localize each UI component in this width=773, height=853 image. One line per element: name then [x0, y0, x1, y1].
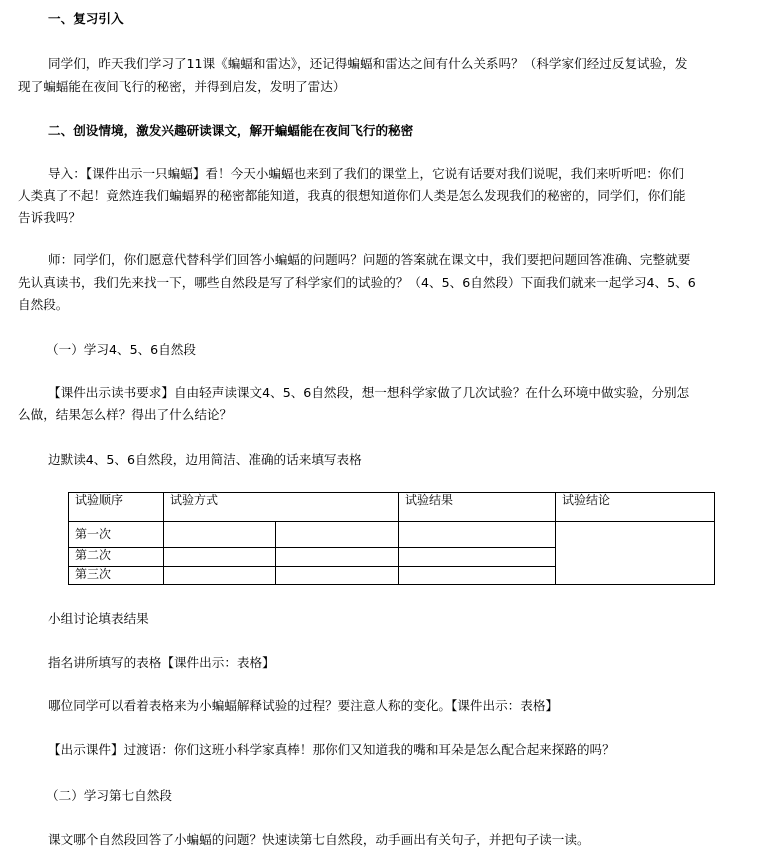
table-row — [69, 522, 715, 548]
header-order: 试验顺序 — [69, 493, 164, 522]
section1-heading: 一、复习引入 — [48, 11, 124, 26]
conclusion-cell — [556, 522, 715, 585]
header-result: 试验结果 — [399, 493, 556, 522]
part1-heading: （一）学习4、5、6自然段 — [46, 342, 196, 357]
header-conclusion: 试验结论 — [556, 493, 715, 522]
intro-paragraph-line-1: 导入：【课件出示一只蝙蝠】看！今天小蝙蝠也来到了我们的课堂上，它说有话要对我们说呢，我们来听听吧：你们 — [48, 166, 684, 181]
transition-text: 【出示课件】过渡语：你们这班小科学家真棒！那你们又知道我的嘴和耳朵是怎么配合起来探路的吗？ — [48, 742, 615, 757]
reading-requirement-line-1: 【课件出示读书要求】自由轻声读课文4、5、6自然段，想一想科学家做了几次试验？在什么环境中做实验，分别怎 — [48, 385, 690, 400]
teacher-paragraph-line-2: 先认真读书，我们先来找一下，哪些自然段是写了科学家们的试验的？（4、5、6自然段）下面我们就来一起学习4、5、6 — [18, 275, 696, 290]
table-instruction: 边默读4、5、6自然段，边用简洁、准确的话来填写表格 — [48, 452, 362, 467]
table-cell — [276, 522, 399, 548]
row-label: 第三次 — [69, 567, 164, 585]
table-cell — [276, 567, 399, 585]
table-header-row — [69, 493, 715, 522]
review-paragraph-line-1: 同学们，昨天我们学习了11课《蝙蝠和雷达》，还记得蝙蝠和雷达之间有什么关系吗？（科学家们经过反复试验，发 — [48, 56, 688, 71]
table-cell — [164, 567, 276, 585]
review-paragraph-line-2: 现了蝙蝠能在夜间飞行的秘密，并得到启发，发明了雷达） — [18, 79, 346, 94]
part2-task: 课文哪个自然段回答了小蝙蝠的问题？快速读第七自然段，动手画出有关句子，并把句子读一读。 — [48, 832, 590, 847]
row-label: 第二次 — [69, 548, 164, 567]
table-cell — [276, 548, 399, 567]
part2-heading: （二）学习第七自然段 — [46, 788, 172, 803]
table-cell — [399, 567, 556, 585]
intro-paragraph-line-3: 告诉我吗？ — [18, 210, 81, 225]
present-table: 指名讲所填写的表格【课件出示：表格】 — [48, 655, 275, 670]
row-label: 第一次 — [69, 522, 164, 548]
teacher-paragraph-line-1: 师：同学们，你们愿意代替科学们回答小蝙蝠的问题吗？问题的答案就在课文中，我们要把问题回答准确、完整就要 — [48, 252, 691, 267]
teacher-paragraph-line-3: 自然段。 — [18, 297, 69, 312]
section2-heading: 二、创设情境，激发兴趣研读课文，解开蝙蝠能在夜间飞行的秘密 — [48, 123, 414, 138]
table-cell — [399, 522, 556, 548]
experiment-table — [68, 492, 715, 585]
table-cell — [164, 548, 276, 567]
header-method: 试验方式 — [164, 493, 399, 522]
group-discussion: 小组讨论填表结果 — [48, 611, 149, 626]
reading-requirement-line-2: 么做，结果怎么样？得出了什么结论？ — [18, 407, 233, 422]
intro-paragraph-line-2: 人类真了不起！竟然连我们蝙蝠界的秘密都能知道，我真的很想知道你们人类是怎么发现我们的秘密的，同学们，你们能 — [18, 188, 686, 203]
table-cell — [164, 522, 276, 548]
table-cell — [399, 548, 556, 567]
explain-experiment: 哪位同学可以看着表格来为小蝙蝠解释试验的过程？要注意人称的变化。【课件出示：表格】 — [48, 698, 559, 713]
